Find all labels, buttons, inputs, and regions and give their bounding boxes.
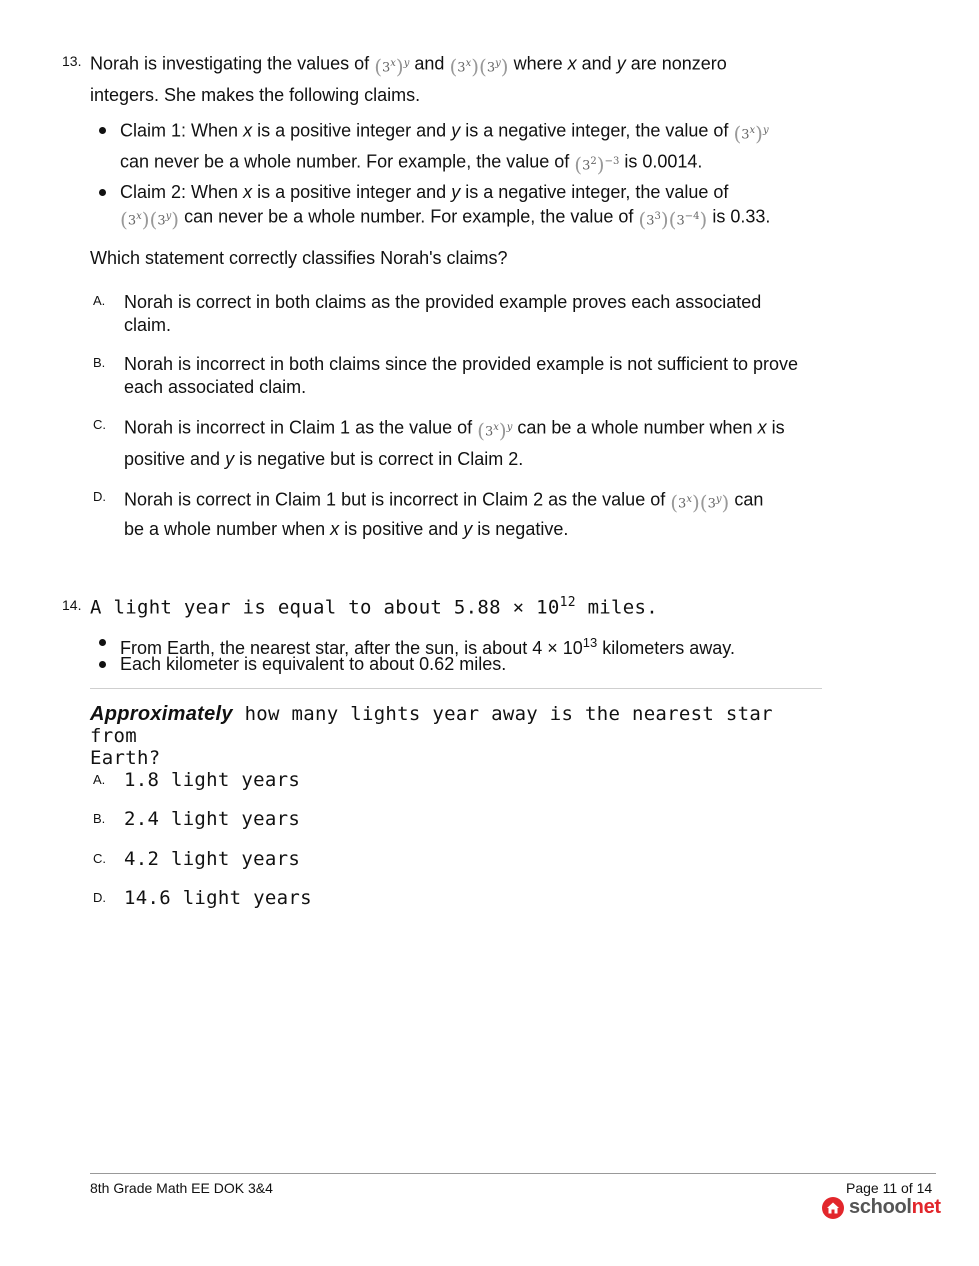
math-expression: (3$^x$)(3$^y$) [670,490,730,515]
option-letter: B. [93,355,106,370]
footer-divider [90,1173,936,1174]
option-text: each associated claim. [124,377,307,397]
option-text: claim. [124,315,172,335]
math-expression: $(3^x)^y$ [733,121,769,146]
option-letter: C. [93,417,106,432]
option-text: Norah is correct in both claims as the provided example proves each associated [124,292,762,312]
option-letter: B. [93,811,106,826]
claim-1-line-2: can never be a whole number. For example, the value of $(3^2)^{-3}$ is 0.0014. [120,151,703,177]
option-text: 14.6 light years [124,887,312,909]
option-text: Norah is incorrect in both claims since the provided example is not sufficient to prove [124,354,798,374]
option-text: positive and y is negative but is correct in Claim 2. [124,449,524,469]
math-expression: (3$^x$)(3$^y$) [120,207,180,232]
divider [90,688,822,689]
bullet-icon [99,661,106,668]
page-number: Page 11 of 14 [846,1180,933,1196]
option-letter: D. [93,890,106,905]
option-text: 2.4 light years [124,808,301,830]
bullet-icon [99,639,106,646]
option-text: 1.8 light years [124,769,301,791]
claim-2-line-1: Claim 2: When x is a positive integer and y is a negative integer, the value of [120,182,729,202]
question-prompt: Approximately how many lights year away is the nearest star from Earth? [90,703,773,769]
option-letter: D. [93,489,106,504]
math-expression: $(3^2)^{-3}$ [574,152,620,177]
option-text: Norah is incorrect in Claim 1 as the value of $(3^x)^y$ can be a whole number when x is [124,417,785,443]
bullet-text: Each kilometer is equivalent to about 0.62 miles. [120,654,507,674]
question-stem: A light year is equal to about $5.88 \times 10^{12}$ miles. [90,595,659,619]
option-letter: A. [93,293,106,308]
option-letter: A. [93,772,106,787]
math-expression: $(3^3)(3^{-4})$ [638,207,708,232]
option-letter: C. [93,851,106,866]
question-stem-line-2: integers. She makes the following claims. [90,85,421,105]
bullet-text: From Earth, the nearest star, after the sun, is about $4 \times 10^{13}$ kilometers away. [120,635,735,658]
claim-1-line-1: Claim 1: When x is a positive integer and y is a negative integer, the value of $(3^x)^y$ [120,120,769,146]
option-text: 4.2 light years [124,848,301,870]
math-expression: $(3^x)^y$ [477,418,513,443]
option-text: Norah is correct in Claim 1 but is incorrect in Claim 2 as the value of (3$^x$)(3$^y$) can [124,489,764,515]
question-number: 14. [62,597,82,613]
math-expression: (3$^x$)(3$^y$) [449,54,509,79]
question-number: 13. [62,53,82,69]
math-expression: $(3^x)^y$ [374,54,410,79]
claim-2-line-2: (3$^x$)(3$^y$) can never be a whole number. For example, the value of $(3^3)(3^{-4})$ is 0.33. [120,206,771,232]
house-icon [822,1197,844,1219]
question-prompt: Which statement correctly classifies Norah's claims? [90,248,508,268]
option-text: be a whole number when x is positive and y is negative. [124,519,569,539]
footer-title: 8th Grade Math EE DOK 3&4 [90,1180,273,1196]
bullet-icon [99,127,106,134]
question-stem-line-1: Norah is investigating the values of $(3^x)^y$ and (3$^x$)(3$^y$) where x and y are nonzero [90,53,727,79]
bullet-icon [99,189,106,196]
